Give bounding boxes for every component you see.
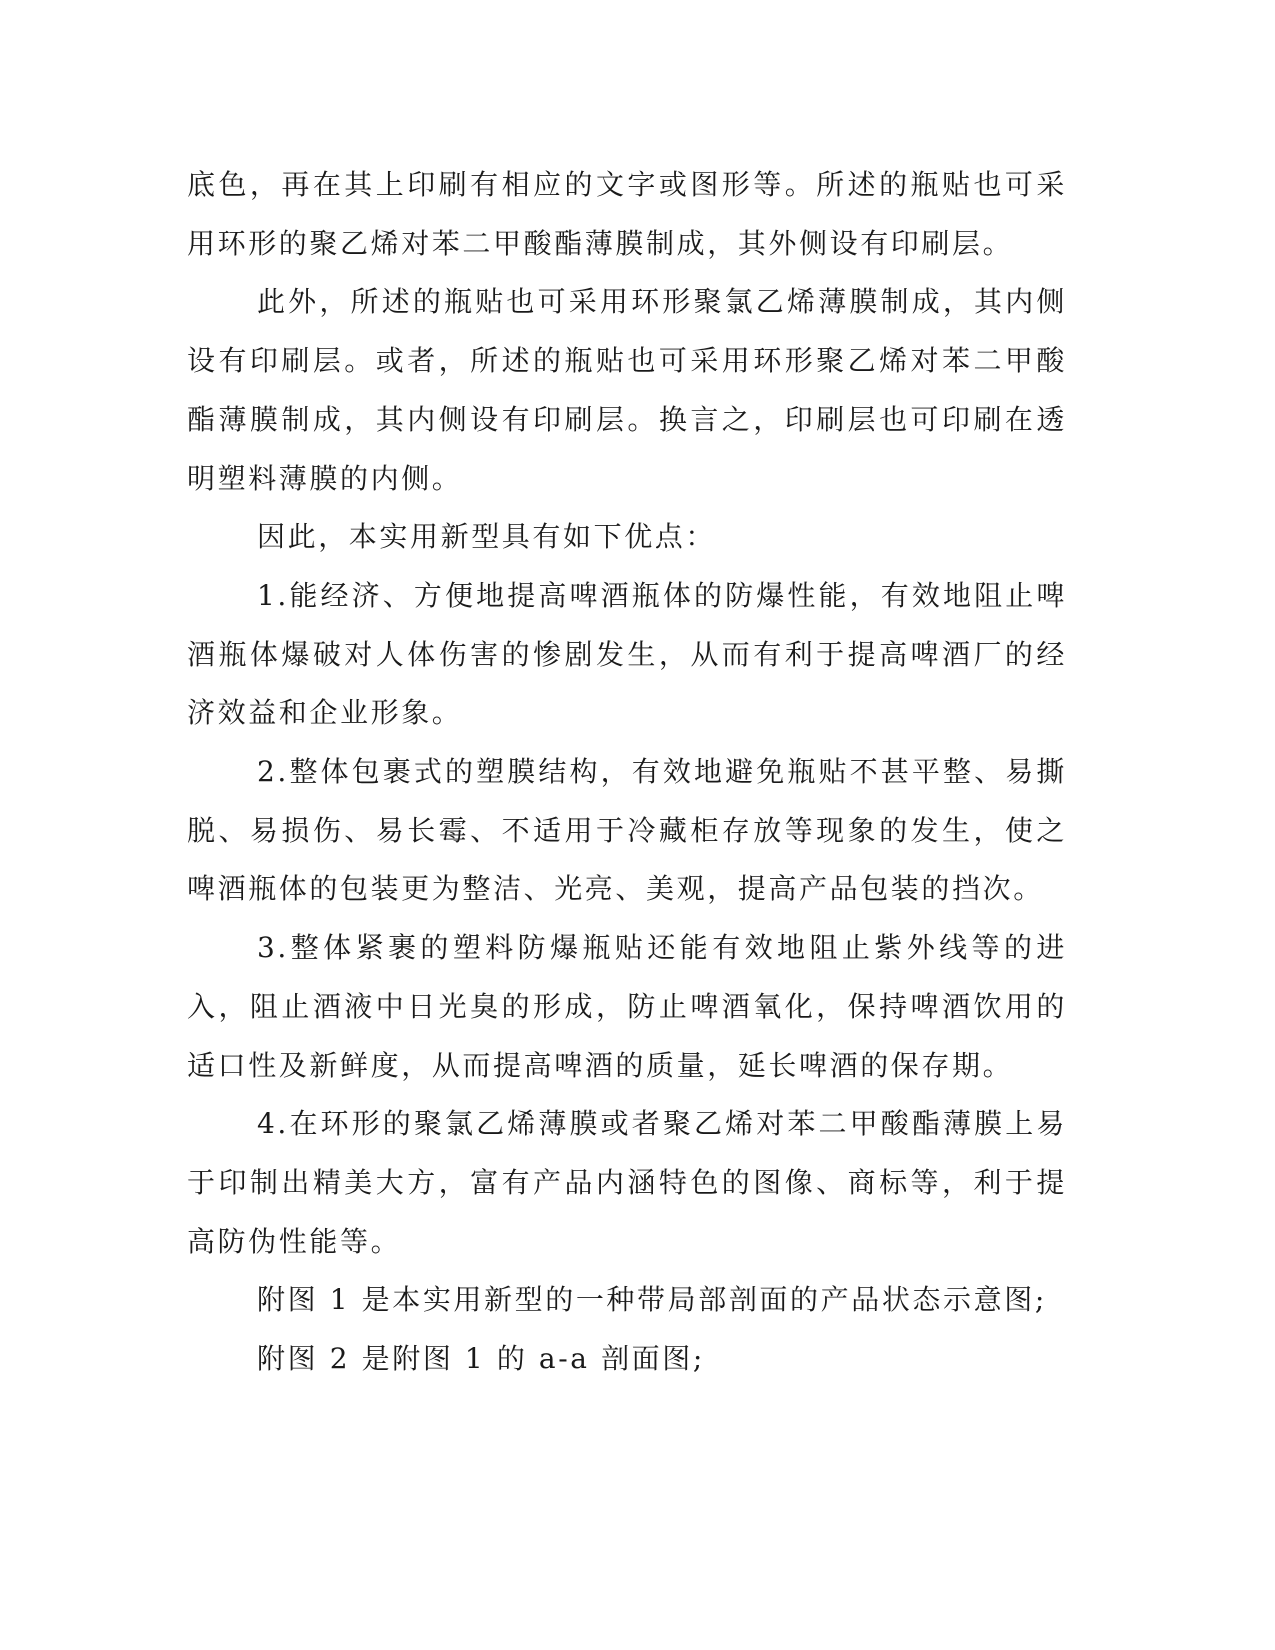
document-body [187, 156, 1067, 1389]
paragraph: 底色，再在其上印刷有相应的文字或图形等。所述的瓶贴也可采用环形的聚乙烯对苯二甲酸酯薄膜制成，其外侧设有印刷层。 [187, 168, 1067, 260]
advantage-item-1: 1.能经济、方便地提高啤酒瓶体的防爆性能，有效地阻止啤酒瓶体爆破对人体伤害的惨剧发生，从而有利于提高啤酒厂的经济效益和企业形象。 [187, 578, 1067, 730]
paragraph: 因此，本实用新型具有如下优点： [257, 520, 717, 554]
advantage-item-2: 2.整体包裹式的塑膜结构，有效地避免瓶贴不甚平整、易撕脱、易损伤、易长霉、不适用于冷藏柜存放等现象的发生，使之啤酒瓶体的包装更为整洁、光亮、美观，提高产品包装的挡次。 [187, 755, 1067, 906]
advantage-item-4: 4.在环形的聚氯乙烯薄膜或者聚乙烯对苯二甲酸酯薄膜上易于印制出精美大方，富有产品内涵特色的图像、商标等，利于提高防伪性能等。 [187, 1107, 1067, 1258]
advantage-item-3: 3.整体紧裹的塑料防爆瓶贴还能有效地阻止紫外线等的进入，阻止酒液中日光臭的形成，防止啤酒氧化，保持啤酒饮用的适口性及新鲜度，从而提高啤酒的质量，延长啤酒的保存期。 [187, 931, 1067, 1082]
figure-caption-1: 附图 1 是本实用新型的一种带局部剖面的产品状态示意图; [257, 1283, 1047, 1317]
figure-caption-2: 附图 2 是附图 1 的 a-a 剖面图; [257, 1342, 705, 1376]
paragraph: 此外，所述的瓶贴也可采用环形聚氯乙烯薄膜制成，其内侧设有印刷层。或者，所述的瓶贴也可采用环形聚乙烯对苯二甲酸酯薄膜制成，其内侧设有印刷层。换言之，印刷层也可印刷在透明塑料薄膜的内侧。 [187, 285, 1067, 495]
